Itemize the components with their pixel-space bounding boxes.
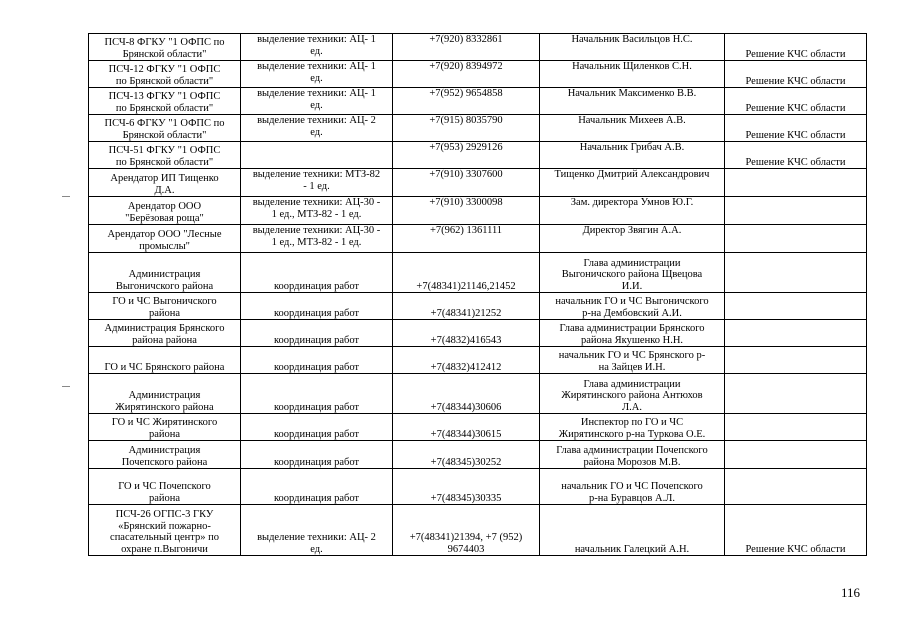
basis-cell — [725, 441, 867, 469]
basis-cell-text: Решение КЧС области — [745, 75, 846, 87]
action-cell — [241, 469, 393, 505]
action-cell — [241, 414, 393, 441]
contact-cell-line: р-на Буравцов А.Л. — [589, 492, 675, 504]
action-cell-line: ед. — [310, 45, 323, 57]
margin-mark — [62, 196, 70, 197]
organization-cell — [89, 469, 241, 505]
phone-cell-line: +7(48344)30615 — [430, 428, 502, 440]
organization-cell-line: ПСЧ-6 ФГКУ "1 ОФПС по — [104, 118, 225, 129]
basis-cell — [725, 169, 867, 197]
phone-cell-line: +7(915) 8035790 — [429, 115, 503, 126]
phone-cell-line: +7(48345)30252 — [430, 456, 502, 468]
contact-cell — [540, 374, 725, 414]
organization-cell-line: Администрация — [128, 445, 201, 456]
phone-cell-line: +7(920) 8332861 — [429, 34, 503, 45]
phone-cell-line: +7(48345)30335 — [430, 492, 502, 504]
action-cell-line: координация работ — [273, 401, 360, 413]
contact-cell — [540, 115, 725, 142]
phone-cell-line: +7(953) 2929126 — [429, 142, 503, 153]
phone-cell-line: +7(952) 9654858 — [429, 88, 503, 99]
organization-cell-line: ГО и ЧС Выгоничского — [112, 296, 217, 307]
basis-cell — [725, 61, 867, 88]
organization-cell-line: ПСЧ-51 ФГКУ "1 ОФПС — [108, 145, 221, 156]
organization-cell — [89, 441, 241, 469]
phone-cell-line: +7(48341)21252 — [430, 307, 502, 319]
contact-cell — [540, 441, 725, 469]
organization-cell — [89, 414, 241, 441]
page-number: 116 — [841, 585, 861, 600]
contact-cell-line: Начальник Максименко В.В. — [567, 88, 697, 99]
phone-cell — [393, 320, 540, 347]
organization-cell-line: по Брянской области" — [115, 156, 214, 168]
contact-cell-line: Л.А. — [622, 401, 642, 413]
organization-cell-line: Жирятинского района — [115, 401, 214, 413]
contact-cell — [540, 253, 725, 293]
basis-cell — [725, 225, 867, 253]
action-cell-line: - 1 ед. — [303, 180, 330, 192]
contact-cell-line: начальник ГО и ЧС Почепского — [561, 481, 703, 492]
contact-cell — [540, 469, 725, 505]
phone-cell-line: +7(4832)416543 — [430, 334, 502, 346]
organization-cell — [89, 374, 241, 414]
contact-cell-line: р-на Дембовский А.И. — [582, 307, 682, 319]
contact-cell-line: начальник ГО и ЧС Брянского р- — [558, 350, 706, 361]
organization-cell-line: Выгоничского района — [115, 280, 214, 292]
action-cell-line: выделение техники: АЦ- 1 — [257, 61, 376, 72]
phone-cell-line: +7(48341)21394, +7 (952) — [409, 532, 523, 543]
organization-cell-line: по Брянской области" — [115, 75, 214, 87]
basis-cell — [725, 374, 867, 414]
phone-cell — [393, 88, 540, 115]
action-cell — [241, 441, 393, 469]
contact-cell-line: Зам. директора Умнов Ю.Г. — [570, 197, 694, 208]
action-cell — [241, 347, 393, 374]
action-cell-line: координация работ — [273, 456, 360, 468]
phone-cell-line: +7(910) 3300098 — [429, 197, 503, 208]
action-cell-line: выделение техники: АЦ- 2 — [257, 115, 376, 126]
action-cell-line: выделение техники: АЦ- 1 — [257, 34, 376, 45]
basis-cell — [725, 505, 867, 556]
organization-cell-line: ГО и ЧС Жирятинского — [111, 417, 218, 428]
organization-cell-line: Администрация Брянского — [104, 323, 225, 334]
action-cell-line: 1 ед., МТЗ-82 - 1 ед. — [271, 208, 362, 220]
basis-cell-text: Решение КЧС области — [745, 543, 846, 555]
basis-cell — [725, 253, 867, 293]
contact-cell-line: Инспектор по ГО и ЧС — [580, 417, 684, 428]
organization-cell — [89, 505, 241, 556]
table-row — [89, 88, 867, 115]
contact-cell — [540, 88, 725, 115]
phone-cell — [393, 505, 540, 556]
table-row — [89, 293, 867, 320]
phone-cell — [393, 469, 540, 505]
phone-cell — [393, 414, 540, 441]
phone-cell — [393, 347, 540, 374]
table-row — [89, 441, 867, 469]
action-cell-line: координация работ — [273, 280, 360, 292]
action-cell — [241, 88, 393, 115]
contact-cell — [540, 225, 725, 253]
organization-cell-line: Арендатор ООО "Лесные — [107, 229, 222, 240]
organization-cell — [89, 293, 241, 320]
action-cell — [241, 34, 393, 61]
action-cell-line: координация работ — [273, 361, 360, 373]
table-row — [89, 61, 867, 88]
action-cell — [241, 115, 393, 142]
table-row — [89, 225, 867, 253]
action-cell — [241, 61, 393, 88]
contact-cell-line: Начальник Михеев А.В. — [578, 115, 686, 126]
phone-cell — [393, 253, 540, 293]
phone-cell — [393, 293, 540, 320]
table-row — [89, 374, 867, 414]
organization-cell-line: Администрация — [128, 269, 201, 280]
contact-cell-line: начальник ГО и ЧС Выгоничского — [555, 296, 709, 307]
action-cell-line: координация работ — [273, 307, 360, 319]
action-cell-line: выделение техники: АЦ-30 - — [252, 225, 381, 236]
contact-cell-line: района Якушенко Н.Н. — [580, 334, 684, 346]
contact-cell-line: начальник Галецкий А.Н. — [574, 543, 690, 555]
organization-cell — [89, 61, 241, 88]
organization-cell-line: района — [148, 307, 181, 319]
contact-cell-line: Директор Звягин А.А. — [582, 225, 682, 236]
table-row — [89, 469, 867, 505]
contact-cell — [540, 142, 725, 169]
action-cell-line: координация работ — [273, 428, 360, 440]
action-cell-line: выделение техники: АЦ-30 - — [252, 197, 381, 208]
contact-cell-line: Начальник Васильцов Н.С. — [571, 34, 693, 45]
organization-cell-line: спасательный центр» по — [110, 532, 219, 543]
action-cell — [241, 142, 393, 169]
basis-cell — [725, 115, 867, 142]
action-cell-line: выделение техники: АЦ- 1 — [257, 88, 376, 99]
organization-cell-line: ГО и ЧС Почепского — [118, 481, 211, 492]
action-cell — [241, 197, 393, 225]
contact-cell-line: района Морозов М.В. — [583, 456, 681, 468]
table-row — [89, 505, 867, 556]
organization-cell-line: ПСЧ-26 ОГПС-3 ГКУ — [115, 509, 214, 520]
organization-cell-line: охране п.Выгоничи — [121, 543, 208, 555]
contact-cell — [540, 505, 725, 556]
action-cell-line: ед. — [310, 126, 323, 138]
basis-cell — [725, 197, 867, 225]
contact-cell-line: Глава администрации — [583, 257, 681, 269]
action-cell — [241, 293, 393, 320]
organization-cell-line: района района — [132, 334, 197, 346]
phone-cell-line: +7(4832)412412 — [430, 361, 502, 373]
phone-cell-line: 9674403 — [447, 543, 485, 555]
contact-cell-line: Выгоничского района Щвецова — [561, 269, 703, 280]
basis-cell-text: Решение КЧС области — [745, 129, 846, 141]
phone-cell-line: +7(962) 1361111 — [429, 225, 503, 236]
contact-cell-line: Глава администрации Брянского — [559, 323, 705, 334]
table-row — [89, 320, 867, 347]
contact-cell — [540, 61, 725, 88]
action-cell-line: координация работ — [273, 492, 360, 504]
action-cell — [241, 320, 393, 347]
contact-cell — [540, 320, 725, 347]
contact-cell — [540, 34, 725, 61]
organization-cell-line: ГО и ЧС Брянского района — [104, 361, 225, 373]
contact-cell-line: Начальник Щиленков С.Н. — [572, 61, 692, 72]
organization-cell-line: ПСЧ-13 ФГКУ "1 ОФПС — [108, 91, 221, 102]
action-cell-line: координация работ — [273, 334, 360, 346]
basis-cell-text: Решение КЧС области — [745, 102, 846, 114]
organization-cell-line: Администрация — [128, 390, 201, 401]
action-cell — [241, 253, 393, 293]
phone-cell — [393, 374, 540, 414]
phone-cell — [393, 142, 540, 169]
organization-cell-line: ПСЧ-8 ФГКУ "1 ОФПС по — [104, 37, 225, 48]
action-cell — [241, 169, 393, 197]
organization-cell-line: "Берёзовая роща" — [125, 212, 204, 224]
organization-cell-line: Брянской области" — [122, 48, 207, 60]
action-cell-line: выделение техники: МТЗ-82 — [252, 169, 381, 180]
table-row — [89, 197, 867, 225]
phone-cell-line: +7(48341)21146,21452 — [416, 280, 516, 292]
table-row — [89, 414, 867, 441]
organization-cell — [89, 225, 241, 253]
contact-cell — [540, 169, 725, 197]
phone-cell — [393, 61, 540, 88]
contact-cell — [540, 197, 725, 225]
phone-cell — [393, 197, 540, 225]
contact-cell — [540, 414, 725, 441]
organization-cell — [89, 347, 241, 374]
organization-cell-line: промыслы" — [139, 240, 190, 252]
organization-cell-line: района — [148, 492, 181, 504]
organization-cell — [89, 142, 241, 169]
organization-cell-line: Почепского района — [121, 456, 208, 468]
table-row — [89, 142, 867, 169]
basis-cell — [725, 414, 867, 441]
action-cell-line: выделение техники: АЦ- 2 — [257, 532, 376, 543]
basis-cell — [725, 469, 867, 505]
phone-cell — [393, 115, 540, 142]
phone-cell — [393, 441, 540, 469]
organization-cell-line: по Брянской области" — [115, 102, 214, 114]
organization-cell-line: Арендатор ИП Тищенко — [110, 173, 219, 184]
organization-cell-line: Арендатор ООО — [127, 201, 202, 212]
action-cell-line: ед. — [310, 72, 323, 84]
contact-cell — [540, 347, 725, 374]
contact-cell-line: на Зайцев И.Н. — [598, 361, 666, 373]
action-cell-line: 1 ед., МТЗ-82 - 1 ед. — [271, 236, 362, 248]
organization-cell-line: Брянской области" — [122, 129, 207, 141]
table-row — [89, 34, 867, 61]
phone-cell-line: +7(48344)30606 — [430, 401, 502, 413]
table-row — [89, 115, 867, 142]
table-row — [89, 169, 867, 197]
table-body — [89, 34, 867, 556]
action-cell-line: ед. — [310, 99, 323, 111]
organization-cell — [89, 115, 241, 142]
organization-cell — [89, 197, 241, 225]
action-cell — [241, 225, 393, 253]
contact-cell-line: Глава администрации Почепского — [556, 445, 708, 456]
basis-cell-text: Решение КЧС области — [745, 48, 846, 60]
organization-cell-line: «Брянский пожарно- — [118, 520, 211, 532]
contact-cell — [540, 293, 725, 320]
phone-cell — [393, 169, 540, 197]
contact-cell-line: Жирятинского района Антюхов — [561, 390, 703, 401]
organization-cell-line: ПСЧ-12 ФГКУ "1 ОФПС — [108, 64, 221, 75]
phone-cell-line: +7(910) 3307600 — [429, 169, 503, 180]
action-cell-line: ед. — [310, 543, 323, 555]
action-cell — [241, 505, 393, 556]
organization-cell — [89, 169, 241, 197]
organization-cell — [89, 34, 241, 61]
basis-cell — [725, 34, 867, 61]
basis-cell — [725, 142, 867, 169]
organization-cell — [89, 253, 241, 293]
basis-cell — [725, 88, 867, 115]
table-row — [89, 253, 867, 293]
basis-cell — [725, 320, 867, 347]
organization-cell — [89, 88, 241, 115]
basis-cell — [725, 293, 867, 320]
basis-cell-text: Решение КЧС области — [745, 156, 846, 168]
contact-cell-line: Глава администрации — [583, 378, 681, 390]
table-row — [89, 347, 867, 374]
contact-cell-line: Начальник Грибач А.В. — [579, 142, 685, 153]
organization-cell-line: района — [148, 428, 181, 440]
phone-cell-line: +7(920) 8394972 — [429, 61, 503, 72]
contacts-table — [88, 33, 867, 556]
phone-cell — [393, 34, 540, 61]
contact-cell-line: Тищенко Дмитрий Александрович — [554, 169, 710, 180]
contact-cell-line: И.И. — [621, 280, 643, 292]
organization-cell — [89, 320, 241, 347]
phone-cell — [393, 225, 540, 253]
basis-cell — [725, 347, 867, 374]
margin-mark — [62, 386, 70, 387]
organization-cell-line: Д.А. — [154, 184, 175, 196]
action-cell — [241, 374, 393, 414]
contact-cell-line: Жирятинского р-на Туркова О.Е. — [558, 428, 706, 440]
